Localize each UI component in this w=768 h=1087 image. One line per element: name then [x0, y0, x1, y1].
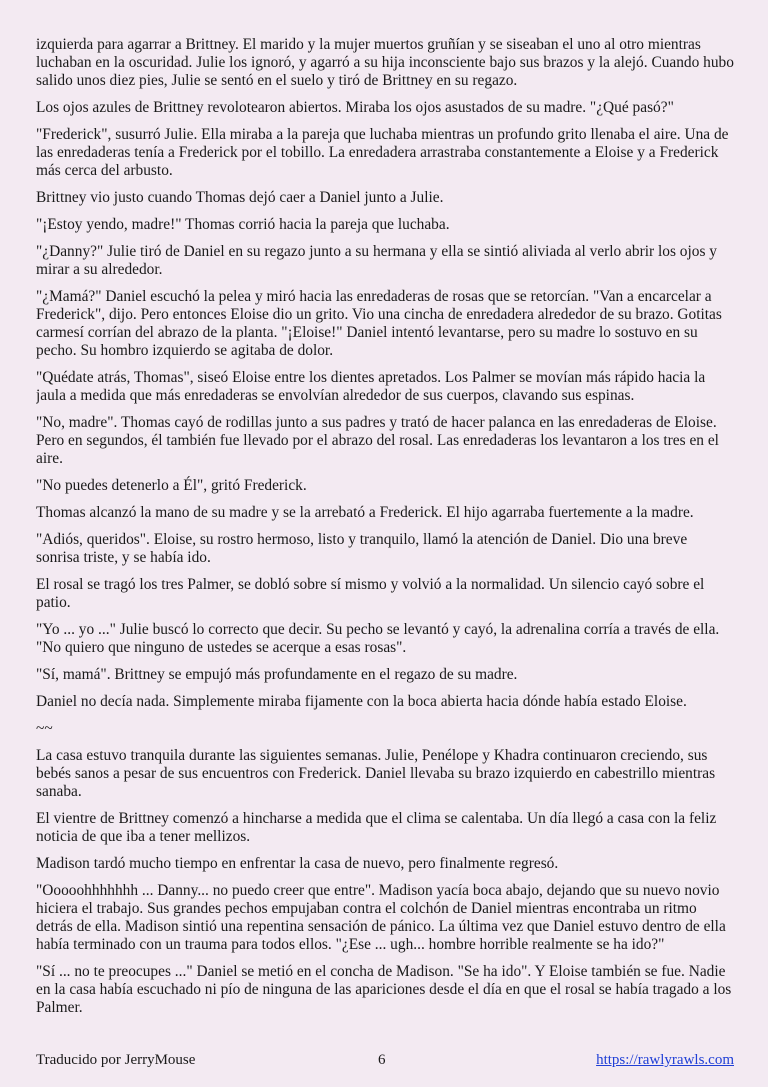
paragraph: "Ooooohhhhhhh ... Danny... no puedo creer que entre". Madison yacía boca abajo, dejando que su nuevo novio hiciera el trabajo. Sus grandes pechos empujaban contra el colchón de Daniel mientras encontraba un ritmo detrás de ella. Madison sintió una repentina sensación de pánico. La última vez que Daniel estuvo dentro de ella había terminado con un trauma para todos ellos. "¿Ese ... ugh... hombre horrible realmente se ha ido?"	[36, 882, 726, 953]
paragraph: "Adiós, queridos". Eloise, su rostro hermoso, listo y tranquilo, llamó la atención de Daniel. Dio una breve sonrisa triste, y se había ido.	[36, 531, 688, 566]
paragraph: "Sí ... no te preocupes ..." Daniel se metió en el concha de Madison. "Se ha ido". Y Eloise también se fue. Nadie en la casa había escuchado ni pío de ninguna de las apariciones desde el día en que el rosal se había tragado a los Palmer.	[36, 963, 732, 1016]
paragraph: "¿Danny?" Julie tiró de Daniel en su regazo junto a su hermana y ella se sintió aliviada al verlo abrir los ojos y mirar a su alrededor.	[36, 243, 717, 278]
paragraph: El vientre de Brittney comenzó a hincharse a medida que el clima se calentaba. Un día llegó a casa con la feliz noticia de que iba a tener mellizos.	[36, 810, 717, 845]
paragraph: Madison tardó mucho tiempo en enfrentar la casa de nuevo, pero finalmente regresó.	[36, 855, 559, 872]
website-link[interactable]: https://rawlyrawls.com	[596, 1052, 734, 1068]
paragraph: La casa estuvo tranquila durante las siguientes semanas. Julie, Penélope y Khadra continuaron creciendo, sus bebés sanos a pesar de sus encuentros con Frederick. Daniel llevaba su brazo izquierdo en cabestrillo mientras sanaba.	[36, 747, 716, 800]
paragraph: "Sí, mamá". Brittney se empujó más profundamente en el regazo de su madre.	[36, 666, 518, 683]
scene-break: ~~	[36, 720, 53, 737]
paragraph: Brittney vio justo cuando Thomas dejó caer a Daniel junto a Julie.	[36, 189, 444, 206]
paragraph: "¿Mamá?" Daniel escuchó la pelea y miró hacia las enredaderas de rosas que se retorcían. "Van a encarcelar a Frederick", dijo. Pero entonces Eloise dio un grito. Vio una cincha de enredadera alrededor de su brazo. Gotitas carmesí corrían del abrazo de la planta. "¡Eloise!" Daniel intentó levantarse, pero su madre lo sostuvo en su pecho. Su hombro izquierdo se agitaba de dolor.	[36, 288, 722, 359]
page-number: 6	[378, 1052, 386, 1068]
paragraph: Daniel no decía nada. Simplemente miraba fijamente con la boca abierta hacia dónde había estado Eloise.	[36, 693, 687, 710]
paragraph: "No puedes detenerlo a Él", gritó Frederick.	[36, 477, 307, 494]
page-footer	[36, 1052, 734, 1072]
paragraph: "¡Estoy yendo, madre!" Thomas corrió hacia la pareja que luchaba.	[36, 216, 450, 233]
paragraph: El rosal se tragó los tres Palmer, se dobló sobre sí mismo y volvió a la normalidad. Un silencio cayó sobre el patio.	[36, 576, 705, 611]
paragraph: "Frederick", susurró Julie. Ella miraba a la pareja que luchaba mientras un profundo grito llenaba el aire. Una de las enredaderas tenía a Frederick por el tobillo. La enredadera arrastraba constantemente a Eloise y a Frederick más cerca del arbusto.	[36, 126, 729, 179]
document-body	[36, 36, 734, 1026]
paragraph: "Yo ... yo ..." Julie buscó lo correcto que decir. Su pecho se levantó y cayó, la adrenalina corría a través de ella. "No quiero que ninguno de ustedes se acerque a esas rosas".	[36, 621, 720, 656]
paragraph: izquierda para agarrar a Brittney. El marido y la mujer muertos gruñían y se siseaban el uno al otro mientras luchaban en la oscuridad. Julie los ignoró, y agarró a su hija inconsciente bajo sus brazos y la alejó. Cuando hubo salido unos diez pies, Julie se sentó en el suelo y tiró de Brittney en su regazo.	[36, 36, 734, 89]
paragraph: "Quédate atrás, Thomas", siseó Eloise entre los dientes apretados. Los Palmer se movían más rápido hacia la jaula a medida que más enredaderas se envolvían alrededor de sus cuerpos, clavando sus espinas.	[36, 369, 706, 404]
translator-credit: Traducido por JerryMouse	[36, 1052, 196, 1068]
paragraph: Thomas alcanzó la mano de su madre y se la arrebató a Frederick. El hijo agarraba fuertemente a la madre.	[36, 504, 694, 521]
paragraph: "No, madre". Thomas cayó de rodillas junto a sus padres y trató de hacer palanca en las enredaderas de Eloise. Pero en segundos, él también fue llevado por el abrazo del rosal. Las enredaderas los levantaron a los tres en el aire.	[36, 414, 719, 467]
paragraph: Los ojos azules de Brittney revolotearon abiertos. Miraba los ojos asustados de su madre. "¿Qué pasó?"	[36, 99, 674, 116]
